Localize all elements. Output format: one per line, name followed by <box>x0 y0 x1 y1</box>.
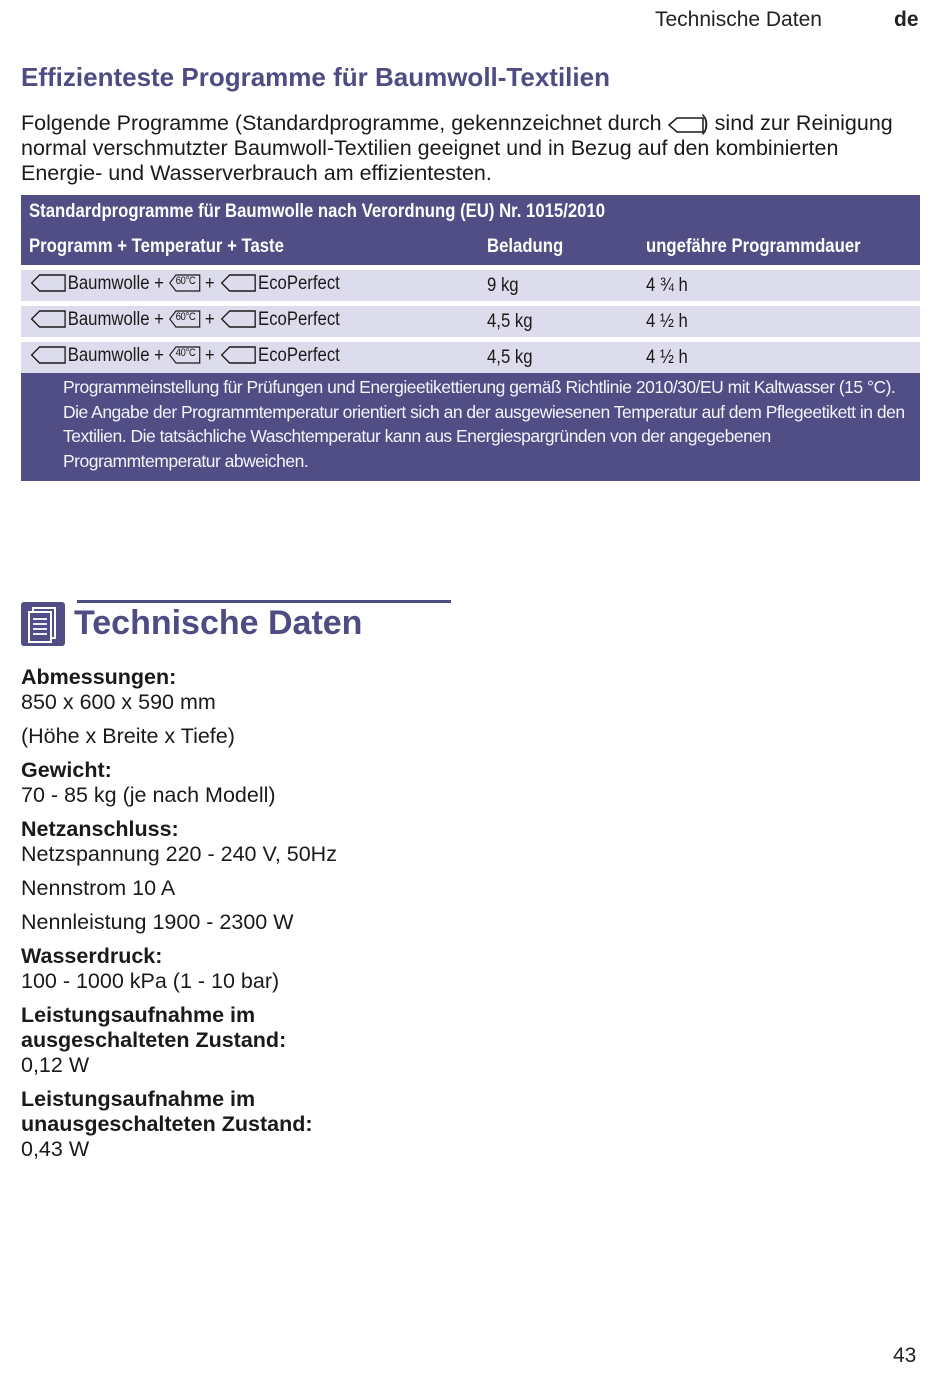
spec-label: Leistungsaufnahme im unausgeschalteten Zustand: <box>21 1087 313 1136</box>
table-row <box>21 337 920 373</box>
spec-value: 0,43 W <box>21 1137 90 1161</box>
spec-value: 0,12 W <box>21 1053 90 1077</box>
spec-label: Gewicht: <box>21 758 112 782</box>
ecoperfect-button-icon <box>221 310 256 334</box>
spec-label: Leistungsaufnahme im ausgeschalteten Zustand: <box>21 1003 287 1052</box>
intro-text-after: ) sind zur Reinigung normal verschmutzter Baumwoll-Textilien geeignet und in Bezug auf den kombinierten Energie- und Wasserverbrauch am effizientesten. <box>21 111 893 185</box>
spec-power-left-on <box>21 1087 521 1162</box>
spec-weight <box>21 758 521 808</box>
load-cell: 9 kg <box>487 265 646 301</box>
temperature-60-icon: 60°C <box>169 274 201 292</box>
spec-label: Wasserdruck: <box>21 944 163 968</box>
table-row <box>21 301 920 337</box>
spec-value: (Höhe x Breite x Tiefe) <box>21 724 235 748</box>
standard-programs-table <box>21 195 920 481</box>
table-row <box>21 265 920 301</box>
spec-power-connection <box>21 817 521 935</box>
spec-value: Nennstrom 10 A <box>21 876 176 900</box>
standard-program-symbol-icon <box>31 346 66 370</box>
spec-value: 100 - 1000 kPa (1 - 10 bar) <box>21 969 280 993</box>
intro-text-before: Folgende Programme (Standardprogramme, gekennzeichnet durch <box>21 111 668 135</box>
duration-cell: 4 ¾ h <box>646 265 920 301</box>
temperature-60-icon: 60°C <box>169 310 201 328</box>
spec-label: Netzanschluss: <box>21 817 179 841</box>
technical-data-title: Technische Daten <box>74 604 363 642</box>
document-icon <box>21 602 65 646</box>
spec-value: Nennleistung 1900 - 2300 W <box>21 910 294 934</box>
standard-program-symbol-icon <box>31 274 66 298</box>
ecoperfect-button-icon <box>221 274 256 298</box>
standard-program-symbol-icon <box>668 117 702 131</box>
spec-value: Netzspannung 220 - 240 V, 50Hz <box>21 842 337 866</box>
spec-value: 850 x 600 x 590 mm <box>21 690 216 714</box>
program-cell: Baumwolle + 60°C + EcoPerfect <box>21 301 487 337</box>
spec-dimensions <box>21 665 521 749</box>
ecoperfect-button-icon <box>221 346 256 370</box>
section-rule <box>77 600 451 603</box>
intro-paragraph <box>21 111 921 186</box>
page-number: 43 <box>893 1344 917 1367</box>
table-caption: Standardprogramme für Baumwolle nach Verordnung (EU) Nr. 1015/2010 <box>21 195 920 229</box>
section-title: Effizienteste Programme für Baumwoll-Textilien <box>21 62 610 92</box>
spec-power-off <box>21 1003 521 1078</box>
table-note-2: Die Angabe der Programmtemperatur orientiert sich an der ausgewiesenen Temperatur auf dem Pflegeetikett in den Textilien. Die tatsächliche Waschtemperatur kann aus Energiespargründen von der angegebenen Programmtemperatur abweichen. <box>63 401 905 471</box>
spec-label: Abmessungen: <box>21 665 177 689</box>
table-note-1: Programmeinstellung für Prüfungen und Energieetikettierung gemäß Richtlinie 2010/30/EU mit Kaltwasser (15 °C). <box>63 377 896 397</box>
load-cell: 4,5 kg <box>487 337 646 373</box>
program-cell: Baumwolle + 60°C + EcoPerfect <box>21 265 487 301</box>
spec-list <box>21 665 521 1162</box>
language-code: de <box>894 8 919 31</box>
column-header-duration: ungefähre Programmdauer <box>646 229 920 265</box>
running-header-title: Technische Daten <box>655 8 822 31</box>
duration-cell: 4 ½ h <box>646 301 920 337</box>
column-header-load: Beladung <box>487 229 646 265</box>
table-note-row <box>21 373 920 481</box>
load-cell: 4,5 kg <box>487 301 646 337</box>
spec-value: 70 - 85 kg (je nach Modell) <box>21 783 276 807</box>
standard-program-symbol-icon <box>31 310 66 334</box>
program-cell: Baumwolle + 40°C + EcoPerfect <box>21 337 487 373</box>
column-header-program: Programm + Temperatur + Taste <box>21 229 487 265</box>
spec-water-pressure <box>21 944 521 994</box>
duration-cell: 4 ½ h <box>646 337 920 373</box>
temperature-40-icon: 40°C <box>169 346 201 364</box>
